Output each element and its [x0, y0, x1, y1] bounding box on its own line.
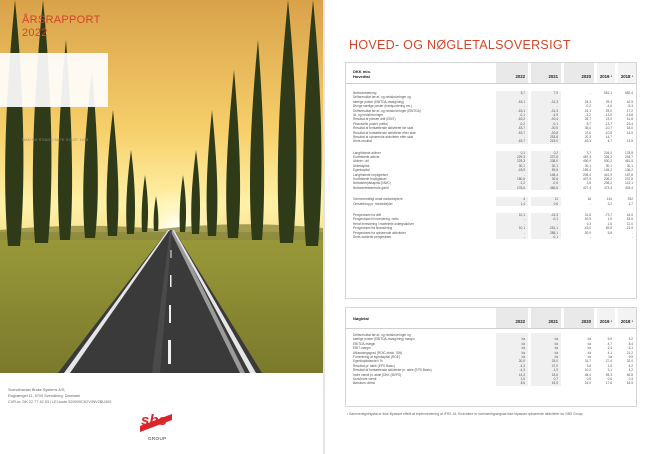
row-label: Nettorentebærende gæld	[353, 185, 389, 190]
column-header	[597, 63, 615, 83]
cell-value: 30,1	[605, 163, 612, 168]
column-header	[496, 308, 528, 328]
row-label: Egenkapital	[353, 168, 370, 173]
cell-value: 13,5	[626, 139, 633, 144]
cell-value: -30,8	[550, 130, 558, 135]
row-label: særlige poster (EBITDA-mssig/ning) margin	[353, 337, 415, 342]
column-header	[618, 308, 636, 328]
cell-value: 466,5	[550, 185, 558, 190]
cell-value: -31,3	[550, 108, 558, 113]
cell-value: 237,8	[550, 155, 558, 160]
cell-value: 178,8	[625, 150, 633, 155]
cell-value: 0,4	[628, 376, 633, 381]
cell-value: -53,2	[517, 117, 525, 122]
column-header-label: 2022	[515, 319, 525, 324]
cell-value: -	[589, 234, 591, 239]
page-title: HOVED- OG NØGLETALSOVERSIGT	[349, 38, 571, 52]
row-label: Resultat pr. aktie (EPS Basic)	[353, 363, 395, 368]
cell-value: 10,2	[584, 368, 591, 373]
key-ratios-table	[345, 307, 637, 407]
cell-value: 3,1	[607, 368, 612, 373]
cell-value: 473,4	[604, 185, 612, 190]
cell-value: -53,3	[583, 139, 591, 144]
cell-value: 4,7	[607, 341, 612, 346]
cell-value: 69,8	[605, 226, 612, 231]
report-title-line2: 2022	[22, 27, 48, 39]
cell-value: 1,6	[607, 221, 612, 226]
cell-value: 326,2	[604, 155, 612, 160]
cell-value: -45,9	[517, 168, 525, 173]
cell-value: 17,2	[626, 108, 633, 113]
cell-value: 206,2	[604, 177, 612, 182]
cell-value: i/a	[521, 341, 525, 346]
row-label: Resultat af ophørende aktiviteter efter skat	[353, 134, 414, 139]
cell-value: 24,3	[584, 99, 591, 104]
cell-value: 13,0	[605, 117, 612, 122]
cell-value: 237,8	[625, 177, 633, 182]
cell-value: -	[631, 234, 633, 239]
cell-value: 8,4	[628, 341, 633, 346]
table-row	[346, 202, 636, 206]
column-header-label: 2018 ¹	[620, 319, 633, 324]
key-figures-page	[325, 0, 650, 454]
cell-value: -21,9	[625, 226, 633, 231]
cell-value: -0,1	[552, 217, 558, 222]
header-label-unit: DKK mio.	[353, 69, 371, 74]
cell-value: 682,4	[625, 91, 633, 95]
cell-value: -	[556, 104, 558, 109]
cell-value: -13,7	[604, 121, 612, 126]
cell-value: 48,4	[584, 372, 591, 377]
row-label: Gennemsnitligt antal medarbejdere	[353, 197, 403, 202]
cell-value: 31,7	[584, 359, 591, 364]
cell-value: 5,8	[607, 230, 612, 235]
cell-value: 4,7	[607, 139, 612, 144]
column-header	[496, 63, 528, 83]
row-label: Langfristede forpligtelser	[353, 172, 388, 177]
row-label: Resultat af primær drift (EBIT)	[353, 117, 396, 122]
column-header-label: 2021	[548, 74, 558, 79]
cell-value: 427,4	[583, 185, 591, 190]
cell-value: 7,9	[553, 91, 558, 95]
title-box	[0, 53, 108, 107]
cell-value: i/a	[554, 346, 558, 351]
cell-value: 20,0	[518, 359, 525, 364]
cell-value: 47,0	[551, 363, 558, 368]
cell-value: 1,5	[607, 363, 612, 368]
cell-value: i/a	[554, 350, 558, 355]
cell-value: 0,5	[586, 376, 591, 381]
sbs-logo-mark	[138, 406, 174, 438]
row-label: Aktiver i alt	[353, 159, 369, 164]
cell-value: -	[610, 234, 612, 239]
cell-value: 25,0	[605, 108, 612, 113]
cell-value: 30,1	[584, 163, 591, 168]
cell-value: -4,3	[519, 363, 525, 368]
cell-value: i/a	[587, 354, 591, 359]
cell-value: 26,7	[584, 117, 591, 122]
cell-value: 30,6	[551, 177, 558, 182]
sbs-logo	[138, 406, 174, 438]
cell-value: 1,9	[607, 217, 612, 222]
column-header	[564, 63, 594, 83]
cell-value: 6,1	[628, 346, 633, 351]
cell-value: i/a	[587, 337, 591, 342]
cell-value: -	[523, 134, 525, 139]
cell-value: 392	[627, 197, 633, 202]
spacer	[346, 206, 636, 213]
cell-value: -0,1	[519, 112, 525, 117]
cell-value: 403,4	[625, 185, 633, 190]
cell-value: 2,7	[628, 201, 633, 206]
row-label: Af- og nedskrivninger	[353, 112, 384, 117]
cell-value: -30,4	[550, 117, 558, 122]
table-row	[346, 235, 636, 239]
row-label: Driftsresultat før af- og nedskrivninger og	[353, 95, 411, 100]
report-title-line1: ÅRSRAPPORT	[22, 14, 101, 26]
column-header-label: 2020	[581, 319, 591, 324]
cell-value: i/a	[554, 337, 558, 342]
cell-value: -0,2	[585, 104, 591, 109]
column-header-label: 2019 ¹	[599, 74, 612, 79]
cell-value: 59,6	[551, 168, 558, 173]
row-label: Omsætning pr. medarbejder	[353, 201, 393, 206]
cell-value: 4,2	[628, 363, 633, 368]
cell-value: -53,1	[517, 108, 525, 113]
cell-value: 215,0	[550, 139, 558, 144]
cell-value: 31,8	[584, 212, 591, 217]
cell-value: -5,3	[627, 104, 633, 109]
cell-value: -1,2	[519, 181, 525, 186]
table-row	[346, 139, 636, 143]
cell-value: -0,1	[552, 121, 558, 126]
cell-value: 30,1	[626, 163, 633, 168]
cell-value: -	[523, 230, 525, 235]
cell-value: 15,5	[551, 381, 558, 386]
cell-value: i/a	[521, 346, 525, 351]
cell-value: -1,9	[552, 368, 558, 373]
cell-value: 3,2	[607, 201, 612, 206]
cell-value: 41,8	[626, 117, 633, 122]
cell-value: 30,1	[551, 163, 558, 168]
cell-value: 288,1	[550, 230, 558, 235]
cell-value: 17,8	[605, 381, 612, 386]
cell-value: 46,8	[626, 372, 633, 377]
cell-value: 8,6	[520, 381, 525, 386]
cell-value: 145,2	[604, 168, 612, 173]
row-label: Driftsresultat før af- og nedskrivninger (EBITDA)	[353, 108, 421, 113]
cell-value: 407,9	[583, 177, 591, 182]
cell-value: 155,4	[583, 168, 591, 173]
column-header	[531, 308, 561, 328]
cell-value: 4,2	[628, 368, 633, 373]
cell-value: 0,1	[520, 150, 525, 155]
row-label: Forrentning af egenkapital (ROE)	[353, 354, 400, 359]
address-line: Scandinavian Brake Systems A/S,	[8, 388, 66, 392]
cell-value: 180,6	[517, 177, 525, 182]
cell-value: 487,3	[583, 155, 591, 160]
cell-value: 530,2	[604, 159, 612, 164]
row-label: EBITDA-margin	[353, 341, 376, 346]
cell-value: 0,6	[553, 201, 558, 206]
cell-value: -	[523, 172, 525, 177]
cell-value: -53,1	[517, 99, 525, 104]
cell-value: 27,4	[605, 359, 612, 364]
row-label: Pengestrøm fra drift	[353, 212, 382, 217]
cell-value: -15,8	[625, 112, 633, 117]
row-label: Heraf investering i materielle anlægsaktiver	[353, 221, 415, 226]
row-label: Afkastningsgrad (ROIC ekskl. GW)	[353, 350, 403, 355]
row-label: Indre værdi pr. aktie (DKK (BVPS)	[353, 372, 402, 377]
cell-value: 148,4	[550, 172, 558, 177]
cell-value: 229,3	[517, 155, 525, 160]
cell-value: 551,1	[604, 91, 612, 95]
cell-value: 18,5	[626, 381, 633, 386]
cell-value: 30,1	[518, 163, 525, 168]
row-label: Kortfristede aktiver	[353, 155, 380, 160]
table-row	[346, 381, 636, 385]
cell-value: 35,4	[584, 126, 591, 131]
cell-value: 253,8	[550, 134, 558, 139]
cell-value: i/a	[554, 341, 558, 346]
cell-value: -73,7	[604, 212, 612, 217]
cell-value: 44,5	[626, 212, 633, 217]
row-label: Egenkapitalandel i %	[353, 359, 383, 364]
cell-value: -53,7	[517, 126, 525, 131]
cell-value: -4,3	[519, 368, 525, 373]
cell-value: -4,9	[552, 112, 558, 117]
row-label: Langfristede aktiver	[353, 150, 381, 155]
cell-value: -	[589, 201, 591, 206]
spacer	[346, 84, 636, 91]
cell-value: -53,7	[517, 139, 525, 144]
cell-value: 9,2	[628, 337, 633, 342]
row-label: Finansielle poster (netto)	[353, 121, 389, 126]
cell-value: 25,0	[551, 359, 558, 364]
cell-value: -0,2	[519, 121, 525, 126]
tagline: MAKING ROADS SAFE SINCE 1948	[22, 138, 89, 142]
cell-value: 441,9	[604, 172, 612, 177]
table-header	[346, 63, 636, 84]
company-address	[8, 387, 111, 405]
cell-value: -23,4	[625, 121, 633, 126]
address-line: Rugvænget 11, 5700 Svendborg, Danmark	[8, 394, 81, 398]
cell-value: 0,3	[586, 221, 591, 226]
cell-value: -31,3	[550, 212, 558, 217]
cell-value: 14,3	[518, 372, 525, 377]
row-label: Kortfristede forpligtelser	[353, 177, 387, 182]
cell-value: -	[523, 104, 525, 109]
footnote: ¹ Sammenligningstal er ikke tilpasset effekt af implementering af IFRS 16. Endvidere er sammenligningstal ikke tilpasset ophørende aktiviteter for SBS Group.	[347, 412, 584, 416]
cell-value: 42,5	[626, 99, 633, 104]
cell-value: 8,7	[586, 121, 591, 126]
cell-value: -	[523, 217, 525, 222]
cover-page	[0, 0, 323, 454]
row-label: Årets resultat	[353, 139, 372, 144]
cell-value: 11	[554, 197, 558, 202]
row-label: Driftsresultat før af- og nedskrivninger og	[353, 333, 411, 337]
cell-value: 4,1	[607, 350, 612, 355]
cell-value: 5,5	[607, 337, 612, 342]
row-label: Øvrige særlige poster (transportering mv.)	[353, 104, 412, 109]
cell-value: 3,7	[586, 150, 591, 155]
cell-value: 187,8	[625, 172, 633, 177]
cell-value: 178,6	[517, 185, 525, 190]
cell-value: i/a	[608, 354, 612, 359]
table-header	[346, 308, 636, 329]
cell-value: 24,1	[584, 108, 591, 113]
row-label: Resultat af fortsættende aktiviteter før skat	[353, 126, 414, 131]
cell-value: -4,6	[606, 104, 612, 109]
cell-value: 10,1	[518, 212, 525, 217]
cell-value: -0,1	[552, 234, 558, 239]
main-figures-table	[345, 62, 637, 299]
row-label: særlige poster (EBITDA-mssig/ning)	[353, 99, 405, 104]
cell-value: 294,7	[625, 155, 633, 160]
column-header	[618, 63, 636, 83]
cell-value: 18	[587, 197, 591, 202]
row-label: Pengestrøm til investering, netto	[353, 217, 399, 222]
cell-value: -43,0	[583, 226, 591, 231]
cell-value: i/a	[521, 337, 525, 342]
column-header	[564, 308, 594, 328]
cell-value: -13,0	[604, 112, 612, 117]
cell-value: 18,0	[626, 126, 633, 131]
cell-value: -0,5	[552, 181, 558, 186]
cell-value: -10,5	[604, 130, 612, 135]
row-label: Årets samlede pengestrøm	[353, 234, 392, 239]
cell-value: i/a	[554, 354, 558, 359]
table-row	[346, 186, 636, 190]
cell-value: 238,0	[550, 159, 558, 164]
cell-value: 18,6	[551, 372, 558, 377]
row-label: Pengestrøm fra finansiering	[353, 226, 393, 231]
cell-value: 0,7	[553, 376, 558, 381]
cell-value: 14,7	[605, 134, 612, 139]
cell-value: 10,1	[518, 226, 525, 231]
cell-value: i/a	[521, 354, 525, 359]
column-header-label: 2018 ¹	[620, 74, 633, 79]
cell-value: i/a	[521, 350, 525, 355]
row-label: Børskurs ultimo	[353, 381, 376, 386]
cell-value: -2,2	[585, 112, 591, 117]
cell-value: -30,5	[550, 126, 558, 131]
cell-value: 204,0	[604, 150, 612, 155]
cell-value: 12,0	[626, 221, 633, 226]
report-title	[22, 14, 101, 40]
cell-value: 1,4	[520, 201, 525, 206]
cell-value: 2,4	[607, 346, 612, 351]
column-header-label: 2021	[548, 319, 558, 324]
cell-value: 22,6	[584, 130, 591, 135]
cell-value: -10,7	[604, 126, 612, 131]
cell-value: 13,5	[626, 130, 633, 135]
cell-value: 0,6	[607, 376, 612, 381]
cell-value: -31,3	[550, 99, 558, 104]
cell-value: 2,8	[586, 181, 591, 186]
cell-value: 208,2	[604, 181, 612, 186]
header-label: Hovedtal	[353, 74, 370, 79]
column-header-label: 2019 ¹	[599, 319, 612, 324]
cell-value: 24,0	[584, 381, 591, 386]
row-label: Nettoomsætning	[353, 91, 377, 95]
cell-value: -53,7	[517, 130, 525, 135]
cell-value: 461,5	[625, 159, 633, 164]
cell-value: 45,3	[605, 372, 612, 377]
cell-value: 29,4	[605, 99, 612, 104]
logo-group-label: GROUP	[148, 436, 167, 441]
spacer	[346, 190, 636, 197]
column-header	[531, 63, 561, 83]
cell-value: i/a	[587, 341, 591, 346]
cell-value: 136,2	[625, 168, 633, 173]
cell-value: 5,7	[520, 91, 525, 95]
cell-value: -	[589, 91, 591, 95]
cell-value: 229,3	[517, 159, 525, 164]
cell-value: -	[631, 230, 633, 235]
logo-wordmark: sbs	[141, 412, 167, 429]
cell-value: -	[556, 221, 558, 226]
row-label: Pengestrøm fra ophørende aktiviteter	[353, 230, 406, 235]
cell-value: 9,9	[628, 354, 633, 359]
row-label: Nettoarbejdskapital (NWC)	[353, 181, 391, 186]
row-label: Resultat af fortsættende aktiviteter pr. aktie (EPS Basic)	[353, 368, 432, 373]
cell-value: 20,3	[584, 134, 591, 139]
cell-value: -251,1	[548, 226, 558, 231]
cell-value: 18,6	[626, 217, 633, 222]
cell-value: 4	[523, 197, 525, 202]
column-header-label: 2022	[515, 74, 525, 79]
cell-value: -	[523, 221, 525, 226]
cell-value: 30,9	[584, 230, 591, 235]
row-label: Aktiekapital	[353, 163, 370, 168]
cell-value: 0,2	[553, 150, 558, 155]
column-header-label: 2020	[581, 74, 591, 79]
cell-value: 40,9	[584, 217, 591, 222]
spacer	[346, 144, 636, 151]
header-label: Nøgletal	[353, 316, 369, 321]
cell-value: 144	[606, 197, 612, 202]
cell-value: 21,2	[626, 350, 633, 355]
cell-value: -	[631, 134, 633, 139]
cell-value: i/a	[587, 346, 591, 351]
row-label: Kurs/indre værdi	[353, 376, 377, 381]
cell-value: 141,1	[625, 181, 633, 186]
cell-value: 208,4	[583, 172, 591, 177]
row-label: EBIT-margin	[353, 346, 371, 351]
row-label: Resultat af fortsættende aktiviteter efter skat	[353, 130, 416, 135]
cell-value: 32,0	[626, 359, 633, 364]
cell-value: 490,9	[583, 159, 591, 164]
cell-value: 1,5	[520, 376, 525, 381]
cell-value: i/a	[587, 350, 591, 355]
cell-value: 3,8	[586, 363, 591, 368]
address-line: CVR-nr. DK 22 77 42 53 | LEI-kode 529900CK2V39V2BU309	[8, 400, 112, 404]
column-header	[597, 308, 615, 328]
cell-value: -	[523, 234, 525, 239]
